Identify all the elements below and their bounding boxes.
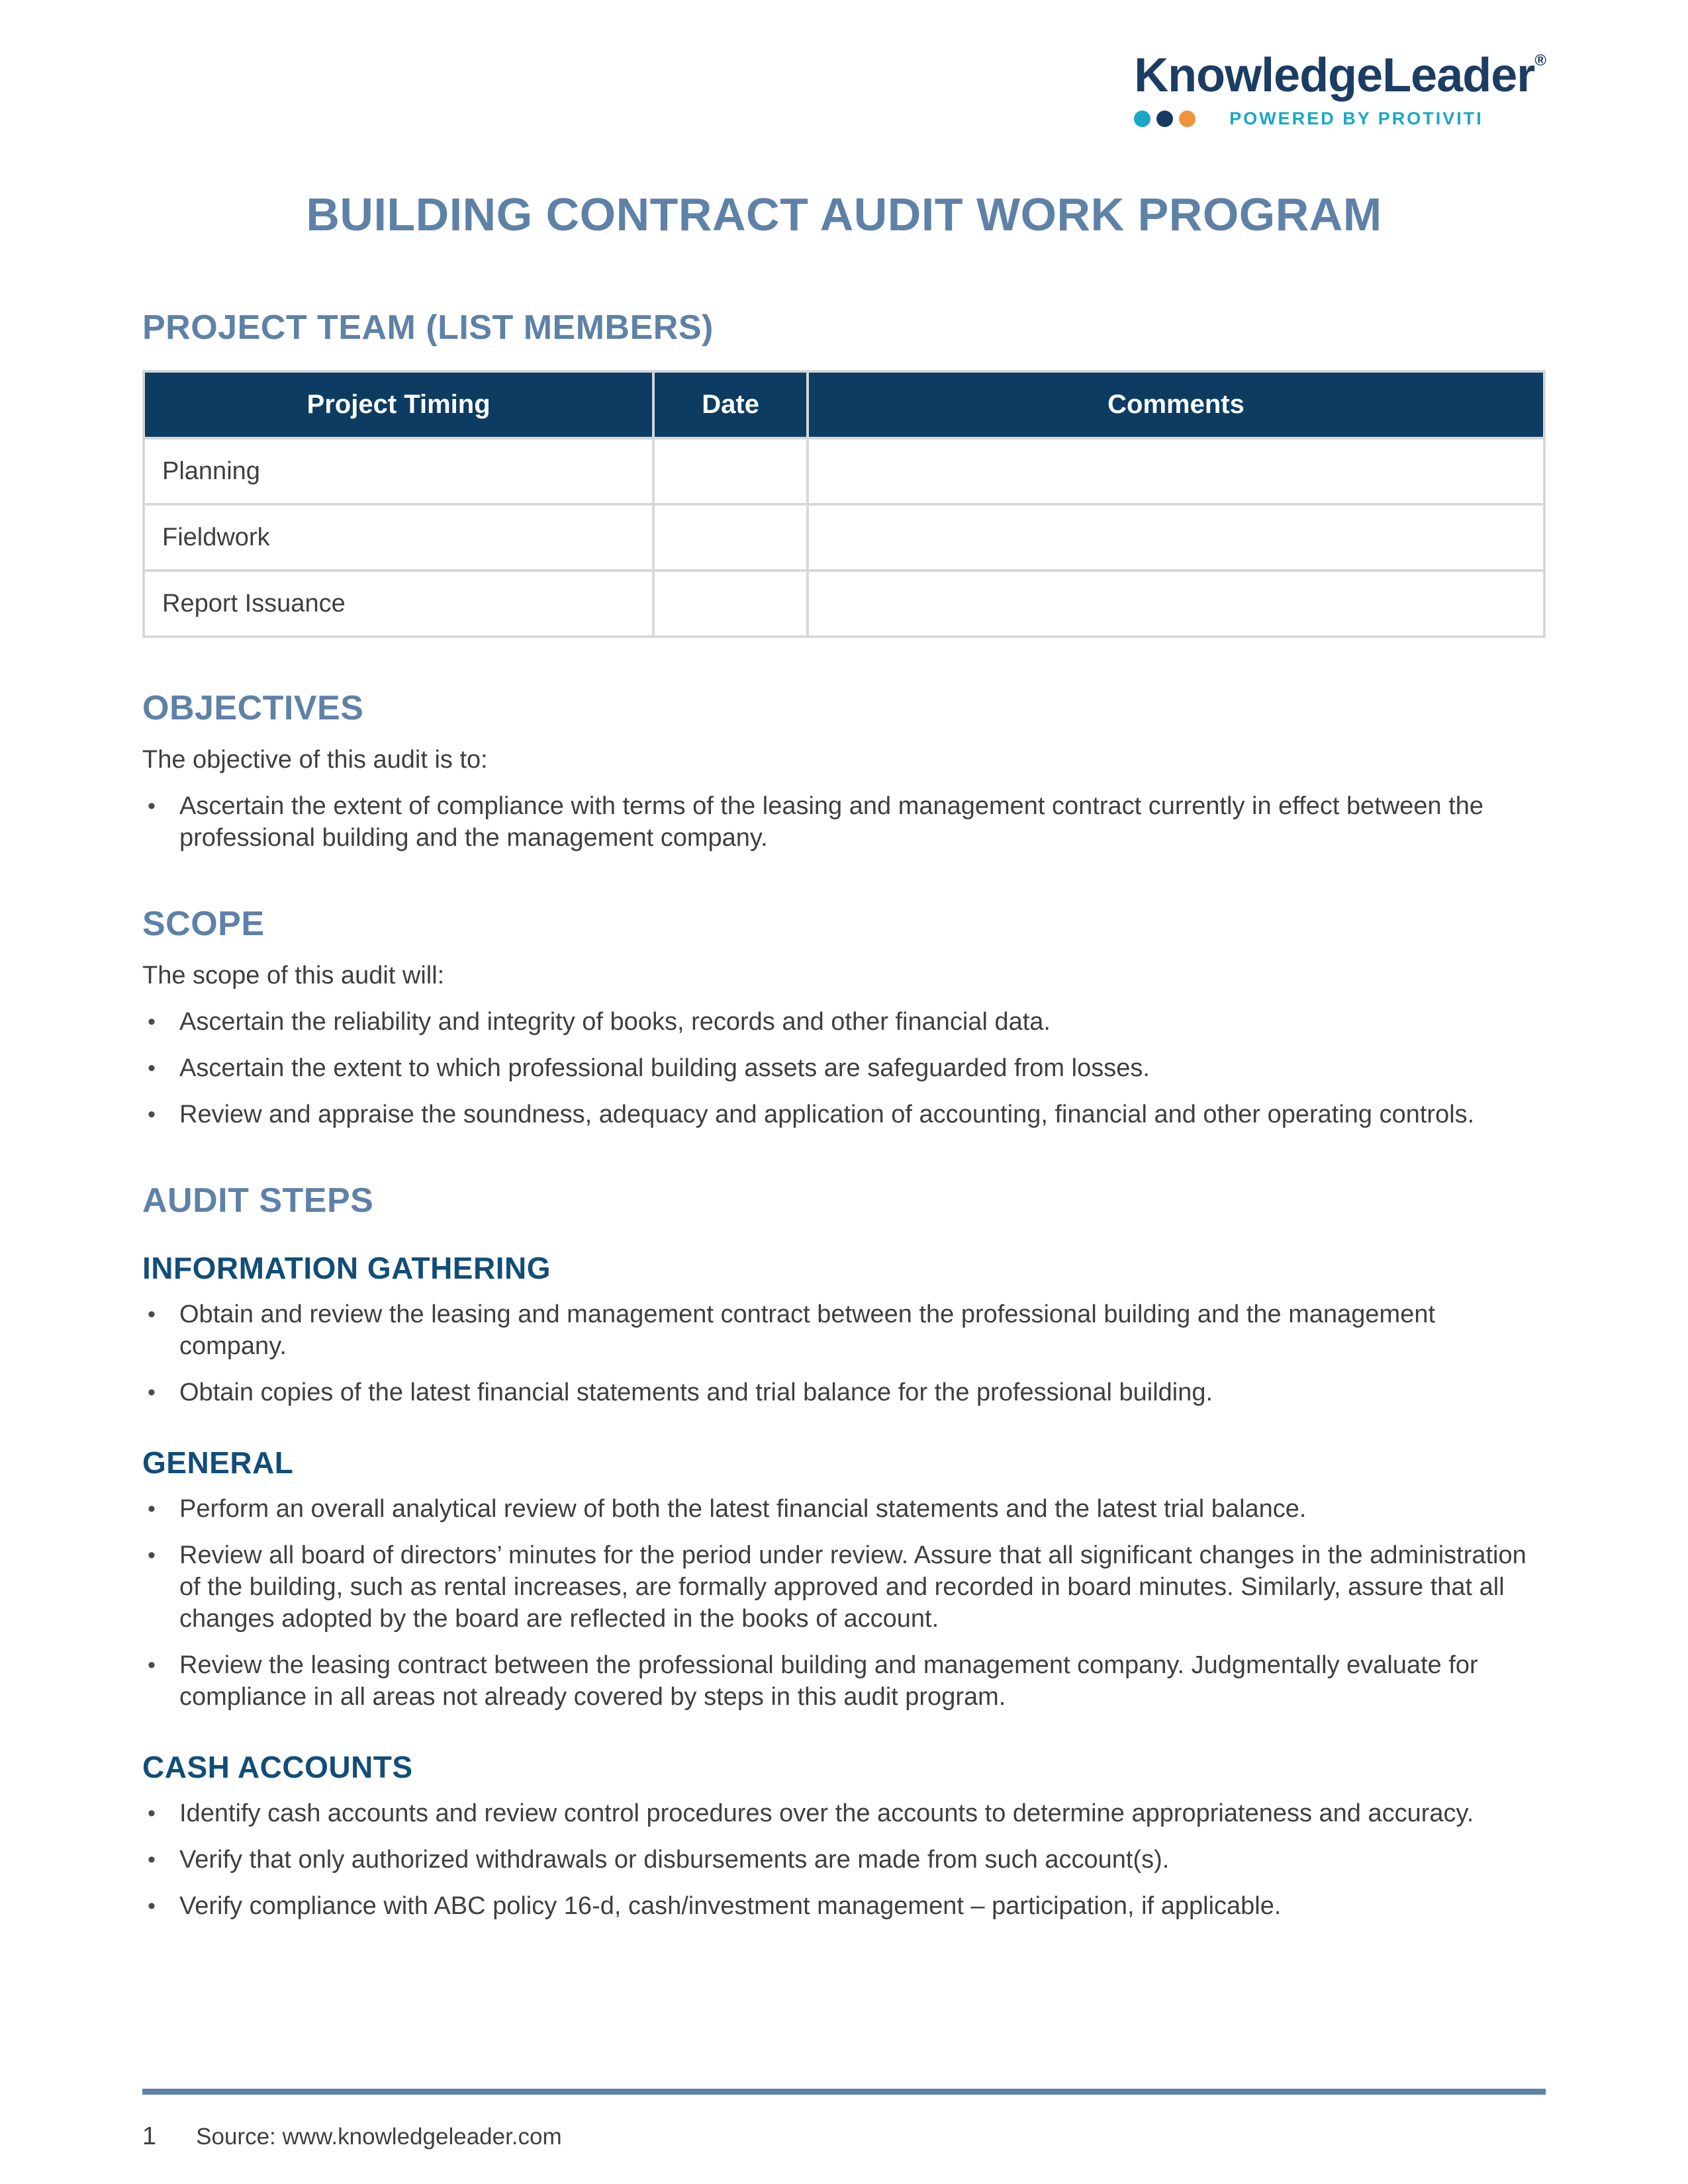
- table-row: [144, 504, 1544, 570]
- comments-cell: [808, 438, 1544, 504]
- footer-divider: [142, 2089, 1546, 2095]
- source-text: Source: www.knowledgeleader.com: [196, 2124, 562, 2150]
- cash-accounts-bullet-list: [142, 1797, 1546, 1922]
- section-heading-audit-steps: AUDIT STEPS: [142, 1181, 374, 1220]
- date-cell: [653, 504, 808, 570]
- general-bullet-list: [142, 1493, 1546, 1713]
- page-title: BUILDING CONTRACT AUDIT WORK PROGRAM: [306, 189, 1382, 240]
- table-body: [144, 438, 1544, 637]
- brand-dot-navy-icon: [1156, 111, 1173, 127]
- date-cell: [653, 438, 808, 504]
- bullet-item: • Obtain copies of the latest financial statements and trial balance for the professional building.: [142, 1377, 1546, 1408]
- sub-heading-general: GENERAL: [142, 1445, 294, 1480]
- table-row: [144, 570, 1544, 637]
- page-number: 1: [142, 2122, 157, 2150]
- date-cell: [653, 570, 808, 637]
- scope-intro: The scope of this audit will:: [142, 962, 445, 989]
- comments-cell: [808, 504, 1544, 570]
- bullet-item: • Review all board of directors’ minutes for the period under review. Assure that all significant changes in the administration of the building, such as rental increases, are formally approved and recorded in board minutes. Similarly, assure that all changes adopted by the board are reflected in the books of account.: [142, 1539, 1546, 1635]
- footer-row: [142, 2122, 1546, 2151]
- bullet-item: • Review and appraise the soundness, adequacy and application of accounting, financial and other operating controls.: [142, 1099, 1546, 1130]
- section-heading-project-team: PROJECT TEAM (LIST MEMBERS): [142, 308, 714, 347]
- logo-tagline-row: [1134, 109, 1546, 129]
- logo-wordmark-text: KnowledgeLeader: [1134, 49, 1535, 102]
- brand-dot-teal-icon: [1134, 111, 1150, 127]
- table-row: [144, 438, 1544, 504]
- bullet-item: • Ascertain the extent to which professional building assets are safeguarded from losses.: [142, 1052, 1546, 1084]
- comments-cell: [808, 570, 1544, 637]
- page-header: [142, 49, 1546, 129]
- table-header-row: [144, 371, 1544, 438]
- objectives-intro: The objective of this audit is to:: [142, 746, 488, 774]
- section-heading-objectives: OBJECTIVES: [142, 689, 364, 727]
- bullet-item: • Ascertain the reliability and integrity of books, records and other financial data.: [142, 1006, 1546, 1038]
- timing-cell: Fieldwork: [144, 504, 653, 570]
- bullet-item: • Verify that only authorized withdrawals or disbursements are made from such account(s).: [142, 1844, 1546, 1876]
- logo-wordmark: [1134, 49, 1546, 102]
- brand-dot-orange-icon: [1179, 111, 1196, 127]
- timing-cell: Report Issuance: [144, 570, 653, 637]
- logo-tagline: POWERED BY PROTIVITI: [1229, 109, 1483, 128]
- column-header-project-timing: Project Timing: [144, 371, 653, 438]
- bullet-item: • Identify cash accounts and review control procedures over the accounts to determine appropriateness and accuracy.: [142, 1797, 1546, 1829]
- timing-cell: Planning: [144, 438, 653, 504]
- page-footer: [142, 2089, 1546, 2151]
- section-heading-scope: SCOPE: [142, 905, 265, 943]
- bullet-item: • Perform an overall analytical review of both the latest financial statements and the latest trial balance.: [142, 1493, 1546, 1525]
- column-header-date: Date: [653, 371, 808, 438]
- sub-heading-cash-accounts: CASH ACCOUNTS: [142, 1750, 413, 1784]
- project-timing-table: [142, 370, 1546, 638]
- knowledgeleader-logo: [1134, 49, 1546, 129]
- bullet-item: • Obtain and review the leasing and management contract between the professional building and the management company.: [142, 1298, 1546, 1362]
- information-gathering-bullet-list: [142, 1298, 1546, 1408]
- objectives-bullet-list: [142, 790, 1546, 854]
- column-header-comments: Comments: [808, 371, 1544, 438]
- registered-mark: ®: [1534, 52, 1546, 69]
- scope-bullet-list: [142, 1006, 1546, 1130]
- bullet-item: • Review the leasing contract between the professional building and management company. Judgmentally evaluate for compliance in all areas not already covered by steps in this audit program.: [142, 1649, 1546, 1713]
- bullet-item: • Verify compliance with ABC policy 16-d, cash/investment management – participation, if applicable.: [142, 1890, 1546, 1922]
- bullet-item: • Ascertain the extent of compliance with terms of the leasing and management contract currently in effect between the professional building and the management company.: [142, 790, 1546, 854]
- sub-heading-information-gathering: INFORMATION GATHERING: [142, 1251, 551, 1285]
